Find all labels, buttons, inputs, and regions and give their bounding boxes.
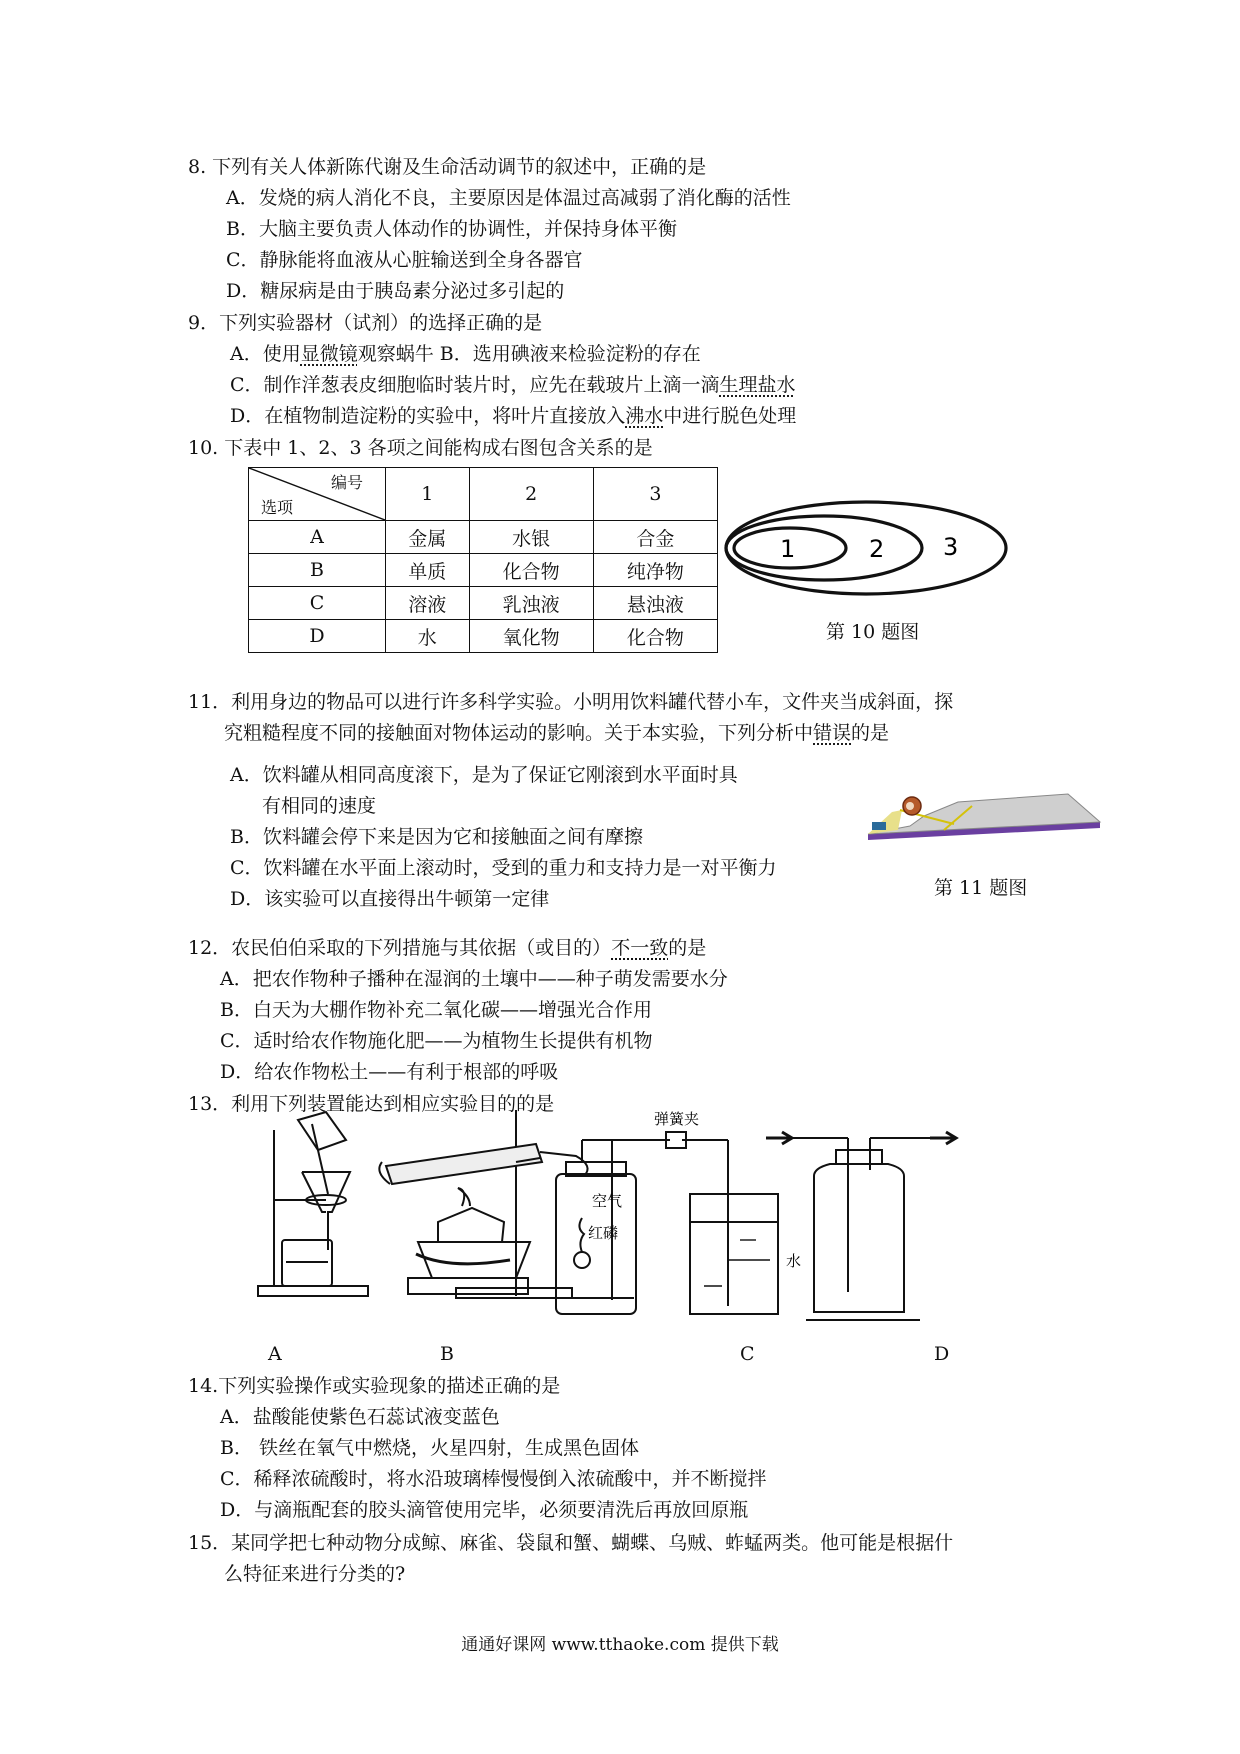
q14-option-c: C．稀释浓硫酸时，将水沿玻璃棒慢慢倒入浓硫酸中，并不断搅拌 [220,1468,767,1490]
ellipse-2 [726,516,922,580]
q10-row-option: C [249,587,386,620]
q10-cell: 纯净物 [593,554,717,587]
q8-stem: 8. 下列有关人体新陈代谢及生命活动调节的叙述中，正确的是 [188,156,707,178]
q10-cell: 合金 [593,521,717,554]
q8-option-c: C．静脉能将血液从心脏输送到全身各器官 [226,249,583,271]
q10-cell: 乳浊液 [469,587,593,620]
ellipse-3 [726,502,1006,594]
q10-cell: 化合物 [593,620,717,653]
q12-option-b: B．白天为大棚作物补充二氧化碳——增强光合作用 [220,999,652,1021]
q10-cell: 金属 [386,521,470,554]
q10-stem: 10. 下表中 1、2、3 各项之间能构成右图包含关系的是 [188,437,653,459]
q11-stem-line2: 究粗糙程度不同的接触面对物体运动的影响。关于本实验，下列分析中错误的是 [224,722,890,744]
q12-option-a: A．把农作物种子播种在湿润的土壤中——种子萌发需要水分 [220,968,728,990]
ellipse-label-2: 2 [869,535,885,563]
q11-option-a-line2: 有相同的速度 [262,795,377,817]
q13-option-a-label: A [268,1343,282,1365]
table-row [249,587,718,620]
q9-option-ab: A．使用显微镜观察蜗牛 B．选用碘液来检验淀粉的存在 [230,343,701,365]
label-spring-clamp: 弹簧夹 [654,1110,700,1128]
q14-option-d: D．与滴瓶配套的胶头滴管使用完毕，必须要清洗后再放回原瓶 [220,1499,749,1521]
q15-stem-line2: 么特征来进行分类的? [224,1563,406,1585]
q10-header-diagonal-cell [249,468,386,521]
q10-row-option: B [249,554,386,587]
q10-row-option: D [249,620,386,653]
q14-option-b: B． 铁丝在氧气中燃烧，火星四射，生成黑色固体 [220,1437,640,1459]
ellipse-label-3: 3 [943,533,959,561]
page-footer: 通通好课网 www.tthaoke.com 提供下载 [461,1635,779,1655]
q9-stem: 9．下列实验器材（试剂）的选择正确的是 [188,312,543,334]
q8-option-b: B．大脑主要负责人体动作的协调性，并保持身体平衡 [226,218,677,240]
q12-option-c: C．适时给农作物施化肥——为植物生长提供有机物 [220,1030,653,1052]
label-air: 空气 [592,1192,623,1210]
q10-header-number: 编号 [330,473,363,492]
apparatus-a-filtration [258,1112,368,1296]
q11-option-a-line1: A．饮料罐从相同高度滚下，是为了保证它刚滚到水平面时具 [230,764,738,786]
q13-apparatus-figure [240,1110,1020,1340]
ellipse-label-1: 1 [780,535,796,563]
arrow-out-icon [930,1132,956,1144]
q10-col-3: 3 [593,468,717,521]
q10-figure-caption: 第 10 题图 [826,621,920,643]
q15-stem-line1: 15．某同学把七种动物分成鲸、麻雀、袋鼠和蟹、蝴蝶、乌贼、蚱蜢两类。他可能是根据什 [188,1532,954,1554]
table-row [249,554,718,587]
q14-stem: 14.下列实验操作或实验现象的描述正确的是 [188,1375,561,1397]
q12-option-d: D．给农作物松土——有利于根部的呼吸 [220,1061,559,1083]
label-water: 水 [786,1252,802,1270]
q14-option-a: A．盐酸能使紫色石蕊试液变蓝色 [220,1406,500,1428]
table-row [249,620,718,653]
support-block [872,822,886,830]
table-row [249,521,718,554]
drink-can-end [906,802,914,810]
q12-stem: 12．农民伯伯采取的下列措施与其依据（或目的）不一致的是 [188,937,707,959]
q13-option-b-label: B [440,1343,454,1365]
q10-table [248,467,718,653]
q10-cell: 水银 [469,521,593,554]
q11-incline-figure [862,782,1104,842]
q11-option-d: D．该实验可以直接得出牛顿第一定律 [230,888,550,910]
q8-option-d: D．糖尿病是由于胰岛素分泌过多引起的 [226,280,565,302]
q11-figure-caption: 第 11 题图 [934,877,1028,899]
q10-nested-ellipses-figure [722,498,1012,598]
q13-stem: 13．利用下列装置能达到相应实验目的的是 [188,1093,555,1115]
q13-option-d-label: D [934,1343,950,1365]
q11-option-c: C．饮料罐在水平面上滚动时，受到的重力和支持力是一对平衡力 [230,857,777,879]
q9-option-d: D．在植物制造淀粉的实验中，将叶片直接放入沸水中进行脱色处理 [230,405,797,427]
q11-option-b: B．饮料罐会停下来是因为它和接触面之间有摩擦 [230,826,643,848]
q10-header-option: 选项 [261,498,294,517]
q13-option-c-label: C [740,1343,755,1365]
apparatus-c-phosphorus [556,1132,778,1314]
q10-cell: 悬浊液 [593,587,717,620]
q10-cell: 溶液 [386,587,470,620]
q10-cell: 氧化物 [469,620,593,653]
q10-cell: 化合物 [469,554,593,587]
q11-stem-line1: 11．利用身边的物品可以进行许多科学实验。小明用饮料罐代替小车，文件夹当成斜面，探 [188,691,954,713]
q10-row-option: A [249,521,386,554]
q9-option-c: C．制作洋葱表皮细胞临时装片时，应先在载玻片上滴一滴生理盐水 [230,374,796,396]
apparatus-d-gas-bottle [792,1138,930,1320]
q10-cell: 单质 [386,554,470,587]
arrow-in-icon [766,1132,792,1144]
q10-col-1: 1 [386,468,470,521]
q10-cell: 水 [386,620,470,653]
label-red-phosphorus: 红磷 [588,1224,619,1242]
q10-col-2: 2 [469,468,593,521]
q8-option-a: A．发烧的病人消化不良，主要原因是体温过高减弱了消化酶的活性 [226,187,791,209]
